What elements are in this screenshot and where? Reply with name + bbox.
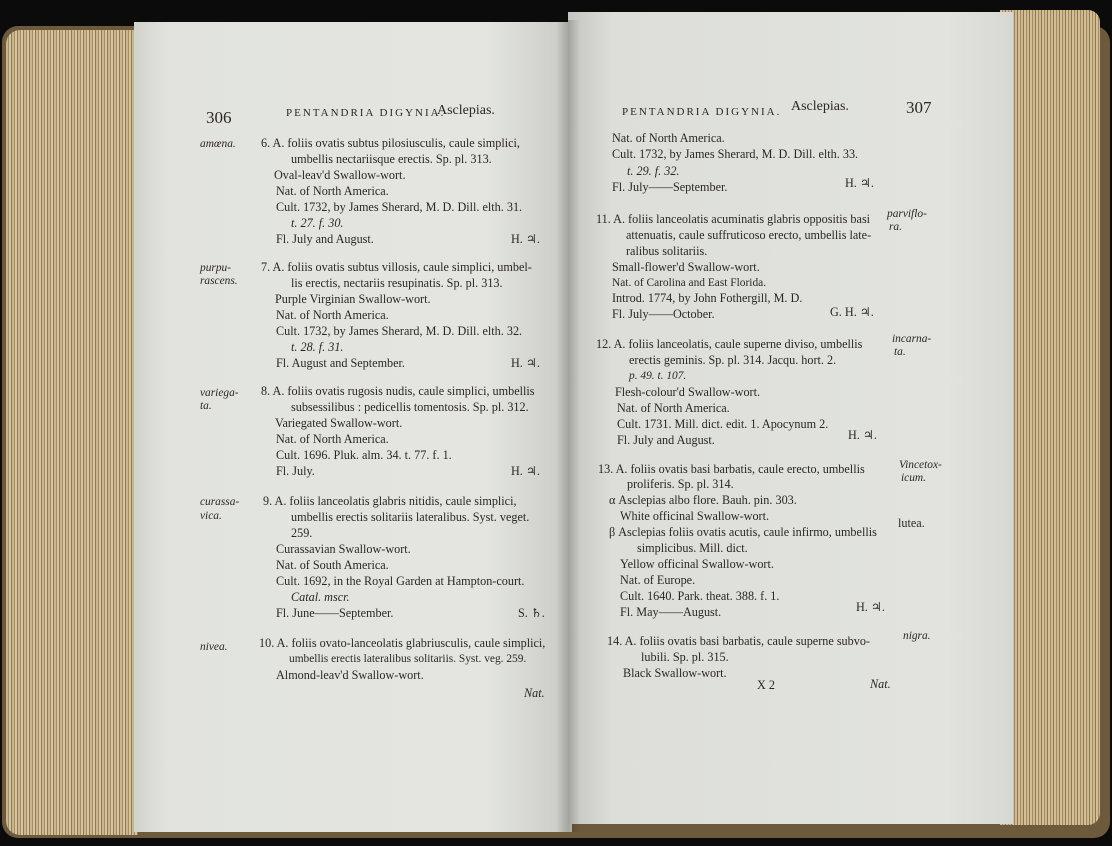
entry-line: Fl. July——September.: [612, 180, 728, 194]
entry-line: 14. A. foliis ovatis basi barbatis, caule superne subvo-: [607, 634, 870, 648]
species-name: vica.: [200, 510, 222, 522]
entry-line: Cult. 1640. Park. theat. 388. f. 1.: [620, 589, 780, 603]
common-name: Purple Virginian Swallow-wort.: [275, 292, 431, 306]
entry-line: subsessilibus : pedicellis tomentosis. Sp. pl. 312.: [291, 400, 529, 414]
entry-line: 12. A. foliis lanceolatis, caule superne diviso, umbellis: [596, 337, 863, 351]
entry-line: lubili. Sp. pl. 315.: [641, 650, 729, 664]
page-number: 307: [906, 98, 932, 117]
entry-line: Cult. 1692, in the Royal Garden at Hampton-court.: [276, 574, 525, 588]
entry-line: Introd. 1774, by John Fothergill, M. D.: [612, 291, 803, 305]
entry-line: 11. A. foliis lanceolatis acuminatis glabris oppositis basi: [596, 212, 871, 226]
running-head-genus: Asclepias.: [437, 103, 495, 118]
entry-line: Fl. July——October.: [612, 307, 715, 321]
entry-line: simplicibus. Mill. dict.: [637, 541, 748, 555]
entry-line: Nat. of Europe.: [620, 573, 696, 587]
entry-line: lis erectis, nectariis resupinatis. Sp. pl. 313.: [291, 276, 503, 290]
entry-line: erectis geminis. Sp. pl. 314. Jacqu. hort. 2.: [629, 353, 837, 367]
common-name: Yellow officinal Swallow-wort.: [620, 557, 774, 571]
species-name: parviflo-: [887, 208, 927, 220]
hardiness-status: G. H. ♃.: [830, 305, 874, 319]
entry-line: Nat. of North America.: [276, 308, 389, 322]
entry-line: Cult. 1731. Mill. dict. edit. 1. Apocynum 2.: [617, 417, 829, 431]
entry-line: t. 29. f. 32.: [627, 164, 680, 178]
signature-mark: X 2: [757, 678, 775, 692]
species-name: ra.: [889, 221, 902, 233]
entry-line: α Asclepias albo flore. Bauh. pin. 303.: [609, 493, 797, 507]
entry-line: attenuatis, caule suffruticoso erecto, umbellis late-: [626, 228, 872, 242]
entry-line: 7. A. foliis ovatis subtus villosis, caule simplici, umbel-: [261, 260, 532, 274]
entry-line: β Asclepias foliis ovatis acutis, caule infirmo, umbellis: [609, 525, 877, 539]
entry-line: Nat. of North America.: [617, 401, 730, 415]
entry-line: 6. A. foliis ovatis subtus pilosiusculis, caule simplici,: [261, 136, 520, 150]
entry-line: Fl. July.: [276, 464, 315, 478]
hardiness-status: S. ♄.: [518, 606, 545, 620]
entry-line: proliferis. Sp. pl. 314.: [627, 477, 734, 491]
entry-line: 13. A. foliis ovatis basi barbatis, caule erecto, umbellis: [598, 462, 865, 476]
hardiness-status: H. ♃.: [848, 428, 877, 442]
common-name: Oval-leav'd Swallow-wort.: [274, 168, 406, 182]
hardiness-status: H. ♃.: [511, 232, 540, 246]
common-name: Black Swallow-wort.: [623, 666, 727, 680]
entry-line: Fl. July and August.: [276, 232, 374, 246]
entry-line: Fl. July and August.: [617, 433, 715, 447]
species-name: purpu-: [200, 262, 232, 274]
catchword: Nat.: [524, 686, 545, 700]
entry-line: ralibus solitariis.: [626, 244, 708, 258]
running-head-genus: Asclepias.: [791, 99, 849, 114]
species-name: ta.: [200, 400, 212, 412]
entry-line: Nat. of Carolina and East Florida.: [612, 277, 767, 289]
gutter-shadow: [556, 20, 580, 832]
entry-line: Nat. of North America.: [612, 131, 725, 145]
hardiness-status: H. ♃.: [511, 464, 540, 478]
entry-line: Fl. August and September.: [276, 356, 405, 370]
entry-line: Fl. May——August.: [620, 605, 722, 619]
species-name: curassa-: [200, 496, 240, 508]
entry-line: umbellis nectariisque erectis. Sp. pl. 313.: [291, 152, 492, 166]
common-name: Almond-leav'd Swallow-wort.: [276, 668, 424, 682]
species-name: incarna-: [892, 333, 932, 345]
common-name: White officinal Swallow-wort.: [620, 509, 770, 523]
common-name: Small-flower'd Swallow-wort.: [612, 260, 760, 274]
entry-line: t. 27. f. 30.: [291, 216, 344, 230]
hardiness-status: H. ♃.: [856, 600, 885, 614]
entry-line: umbellis erectis solitariis lateralibus. Syst. veget.: [291, 510, 530, 524]
entry-line: 8. A. foliis ovatis rugosis nudis, caule simplici, umbellis: [261, 384, 535, 398]
hardiness-status: H. ♃.: [845, 176, 874, 190]
entry-line: 10. A. foliis ovato-lanceolatis glabriusculis, caule simplici,: [259, 636, 546, 650]
common-name: Curassavian Swallow-wort.: [276, 542, 411, 556]
running-head: PENTANDRIA DIGYNIA.: [286, 107, 446, 119]
hardiness-status: H. ♃.: [511, 356, 540, 370]
species-name: variega-: [200, 387, 239, 399]
entry-line: Fl. June——September.: [276, 606, 394, 620]
entry-line: Nat. of South America.: [276, 558, 389, 572]
right-page-edges: [1000, 10, 1100, 825]
entry-line: Cult. 1732, by James Sherard, M. D. Dill. elth. 33.: [612, 147, 859, 161]
running-head: PENTANDRIA DIGYNIA.: [622, 106, 782, 118]
common-name: Flesh-colour'd Swallow-wort.: [615, 385, 761, 399]
species-name: icum.: [901, 472, 926, 484]
common-name: Variegated Swallow-wort.: [275, 416, 403, 430]
species-name: amœna.: [200, 138, 236, 150]
entry-line: t. 28. f. 31.: [291, 340, 344, 354]
species-name: Vincetox-: [899, 459, 942, 471]
entry-line: 9. A. foliis lanceolatis glabris nitidis, caule simplici,: [263, 494, 517, 508]
entry-line: Cult. 1732, by James Sherard, M. D. Dill. elth. 32.: [276, 324, 523, 338]
species-name: nivea.: [200, 641, 228, 653]
entry-line: Nat. of North America.: [276, 184, 389, 198]
species-name: rascens.: [200, 275, 238, 287]
left-page-edges: [6, 30, 138, 835]
species-name: nigra.: [903, 630, 931, 642]
catchword: Nat.: [870, 677, 891, 691]
entry-line: 259.: [291, 526, 313, 540]
entry-line: p. 49. t. 107.: [629, 370, 687, 382]
entry-line: Catal. mscr.: [291, 590, 350, 604]
page-number: 306: [206, 108, 232, 127]
entry-line: Cult. 1696. Pluk. alm. 34. t. 77. f. 1.: [276, 448, 452, 462]
variety-name: lutea.: [898, 516, 925, 530]
entry-line: Nat. of North America.: [276, 432, 389, 446]
entry-line: Cult. 1732, by James Sherard, M. D. Dill. elth. 31.: [276, 200, 523, 214]
entry-line: umbellis erectis lateralibus solitariis. Syst. veg. 259.: [289, 653, 527, 665]
species-name: ta.: [894, 346, 906, 358]
